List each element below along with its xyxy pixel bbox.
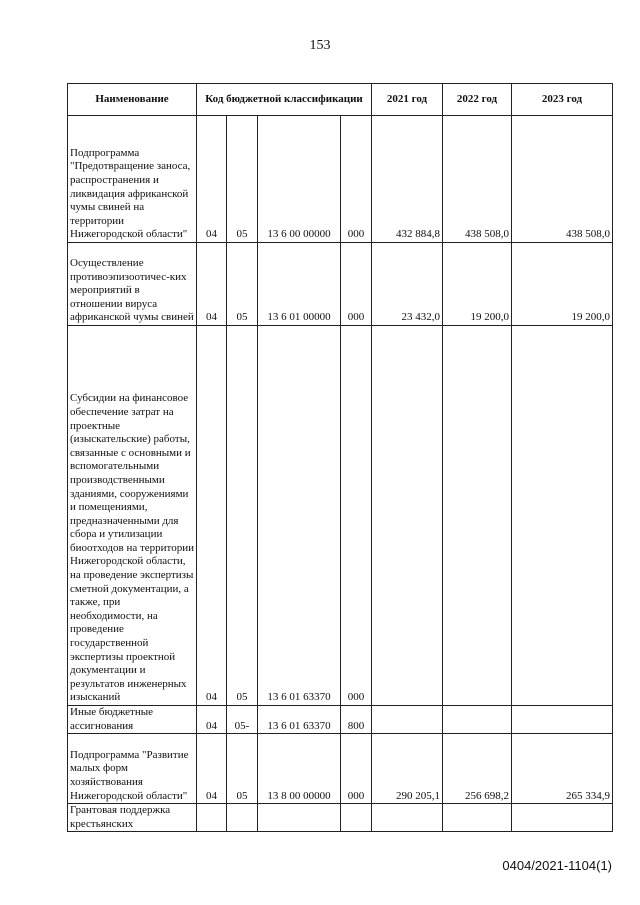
row-value-2022: 19 200,0 [443,243,512,326]
row-code-3: 13 6 00 00000 [258,116,341,243]
row-name: Иные бюджетные ассигнования [68,706,197,734]
row-value-2021: 23 432,0 [372,243,443,326]
row-name: Подпрограмма "Развитие малых форм хозяйствования Нижегородской области" [68,734,197,804]
row-value-2021 [372,804,443,832]
row-code-3: 13 8 00 00000 [258,734,341,804]
row-value-2022 [443,706,512,734]
row-code-1: 04 [197,116,227,243]
row-code-2: 05 [227,116,258,243]
row-code-3: 13 6 01 63370 [258,706,341,734]
table-row [68,804,613,832]
row-name: Осуществление противоэпизоотичес-ких мероприятий в отношении вируса африканской чумы свиней [68,243,197,326]
row-code-1: 04 [197,734,227,804]
row-code-4: 000 [341,734,372,804]
row-code-3: 13 6 01 63370 [258,326,341,706]
row-code-2: 05 [227,326,258,706]
row-code-4 [341,804,372,832]
row-value-2021 [372,706,443,734]
row-code-3: 13 6 01 00000 [258,243,341,326]
row-code-4: 000 [341,243,372,326]
row-code-1: 04 [197,326,227,706]
row-code-1: 04 [197,706,227,734]
row-value-2022: 438 508,0 [443,116,512,243]
table-header-row [68,84,613,116]
row-name: Субсидии на финансовое обеспечение затрат на проектные (изыскательские) работы, связанные с основными и вспомогательными производственными зданиями, сооружениями и помещениями, предназначенными для сбора и утилизации биоотходов на территории Нижегородской области, на проведение экспертизы сметной документации, а также, при необходимости, на проведение государственной экспертизы проектной документации и результатов инженерных изысканий [68,326,197,706]
page-number: 153 [309,38,331,53]
table-row [68,116,613,243]
table-row [68,326,613,706]
row-code-2: 05- [227,706,258,734]
budget-table [67,83,613,832]
row-code-3 [258,804,341,832]
row-value-2023 [512,706,613,734]
row-value-2022 [443,804,512,832]
header-2022: 2022 год [443,84,512,116]
header-2021: 2021 год [372,84,443,116]
row-code-4: 000 [341,326,372,706]
row-name: Подпрограмма "Предотвращение заноса, распространения и ликвидация африканской чумы свиней на территории Нижегородской области" [68,116,197,243]
row-code-1: 04 [197,243,227,326]
row-value-2023 [512,804,613,832]
table-row [68,243,613,326]
header-code: Код бюджетной классификации [197,84,372,116]
row-value-2023 [512,326,613,706]
header-2023: 2023 год [512,84,613,116]
row-value-2023: 19 200,0 [512,243,613,326]
row-name: Грантовая поддержка крестьянских [68,804,197,832]
row-value-2021: 432 884,8 [372,116,443,243]
table-row [68,734,613,804]
table-row [68,706,613,734]
row-code-4: 800 [341,706,372,734]
row-code-1 [197,804,227,832]
row-value-2021 [372,326,443,706]
row-code-2: 05 [227,734,258,804]
header-name: Наименование [68,84,197,116]
row-code-4: 000 [341,116,372,243]
row-code-2: 05 [227,243,258,326]
row-value-2022 [443,326,512,706]
row-value-2023: 265 334,9 [512,734,613,804]
row-value-2022: 256 698,2 [443,734,512,804]
row-code-2 [227,804,258,832]
document-code: 0404/2021-1104(1) [502,858,612,873]
row-value-2021: 290 205,1 [372,734,443,804]
row-value-2023: 438 508,0 [512,116,613,243]
